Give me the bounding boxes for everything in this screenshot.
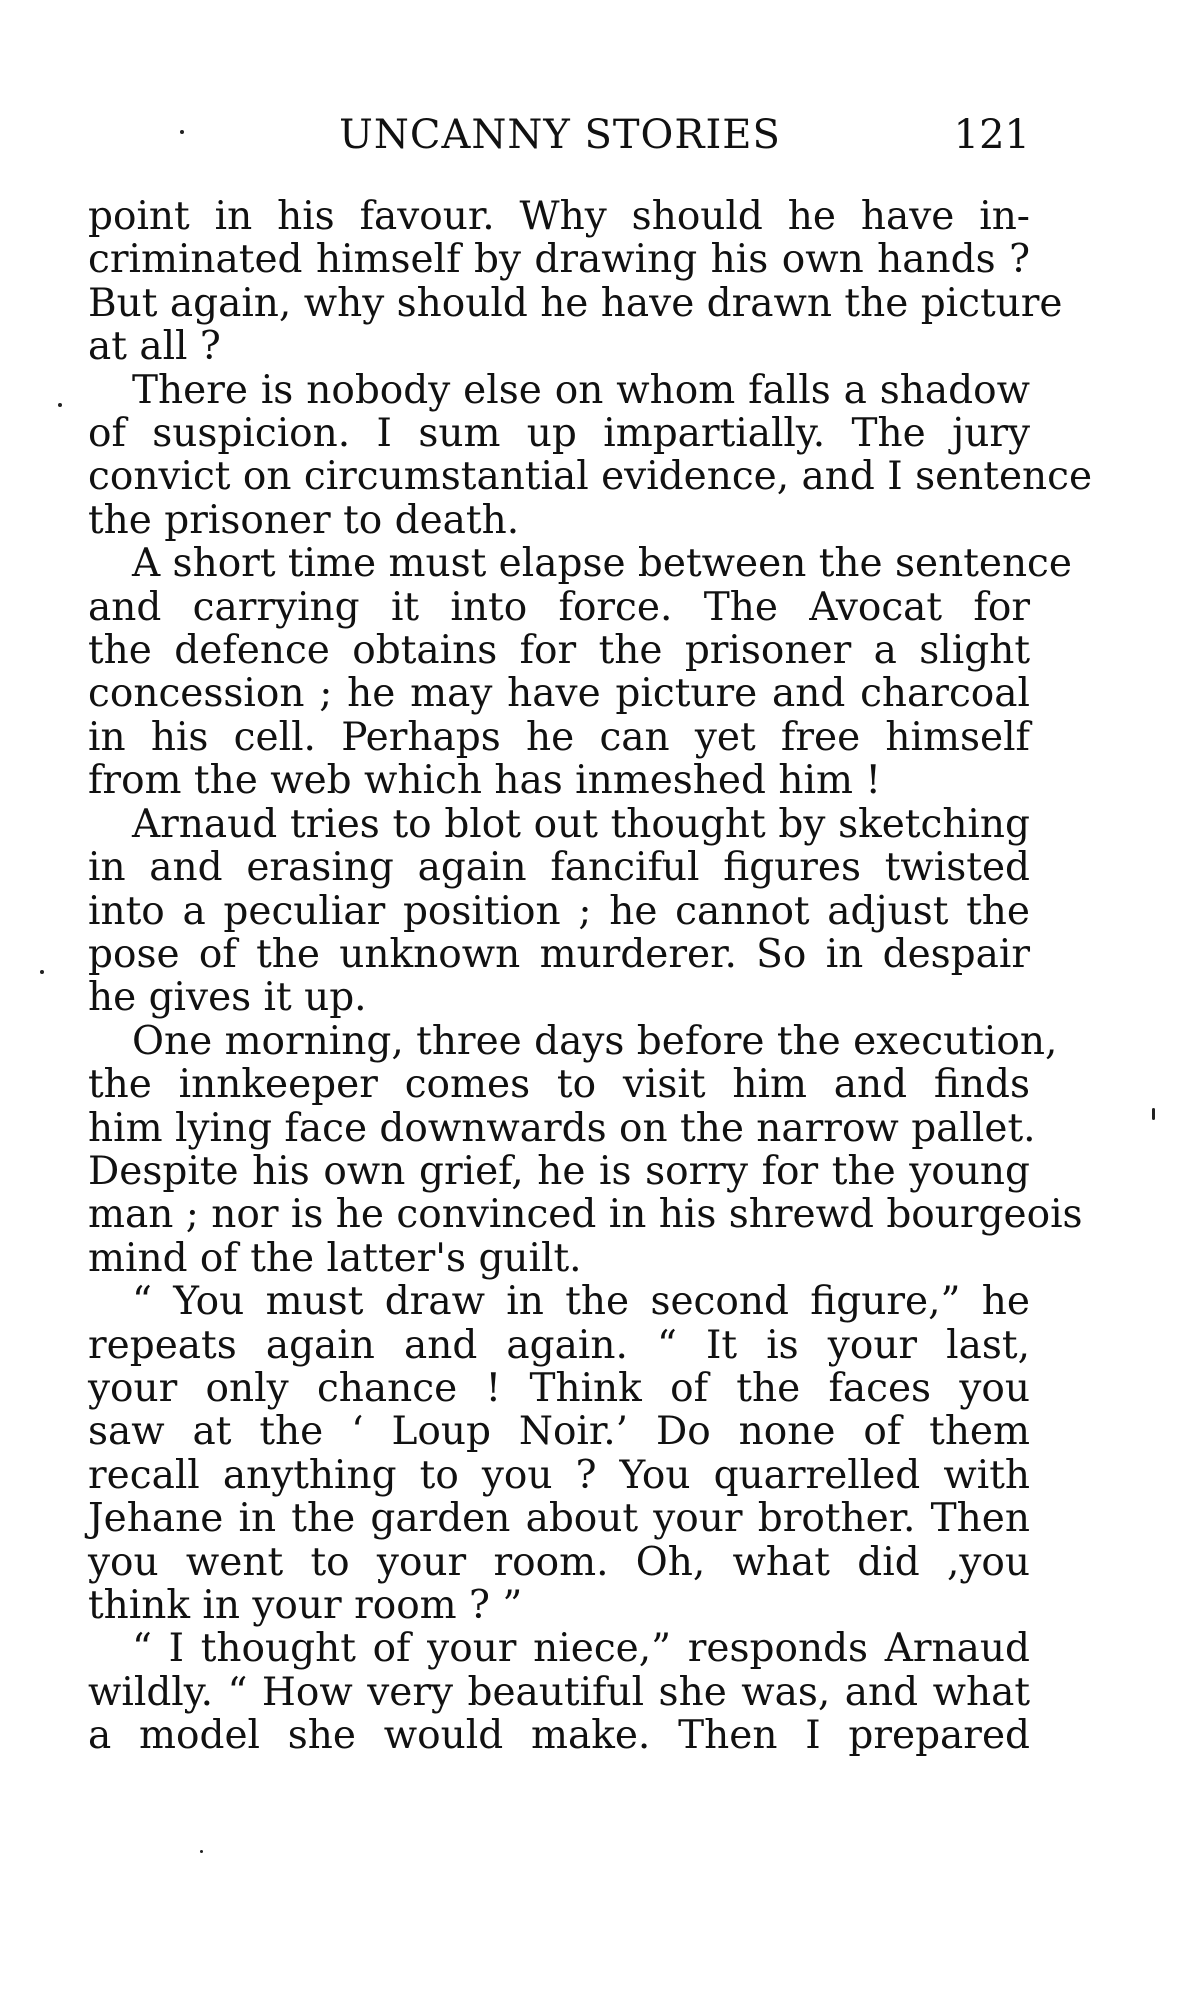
text-line: mind of the latter's guilt.	[88, 1235, 582, 1281]
text-line: he gives it up.	[88, 975, 367, 1021]
print-speck	[58, 403, 62, 407]
text-line: the innkeeper comes to visit him and finds	[88, 1062, 1030, 1108]
paragraph	[88, 1018, 1083, 1281]
text-line: the defence obtains for the prisoner a slight	[88, 628, 1030, 674]
running-title: UNCANNY STORIES	[339, 112, 781, 158]
print-speck	[1152, 1108, 1155, 1120]
text-line: “ I thought of your niece,” responds Arnaud	[132, 1626, 1030, 1672]
text-line: “ You must draw in the second figure,” he	[132, 1279, 1030, 1325]
text-line: wildly. “ How very beautiful she was, and what	[88, 1669, 1030, 1715]
text-line: him lying face downwards on the narrow pallet.	[88, 1105, 1036, 1151]
text-line: repeats again and again. “ It is your last,	[88, 1322, 1030, 1368]
text-line: pose of the unknown murderer. So in despair	[88, 931, 1030, 977]
text-line: One morning, three days before the execution,	[132, 1018, 1058, 1064]
text-line: criminated himself by drawing his own hands ?	[88, 237, 1030, 283]
text-line: from the web which has inmeshed him !	[88, 758, 882, 804]
text-line: convict on circumstantial evidence, and I sentence	[88, 454, 1093, 500]
text-line: concession ; he may have picture and charcoal	[88, 671, 1030, 717]
print-speck	[180, 130, 184, 134]
text-line: think in your room ? ”	[88, 1583, 523, 1628]
text-line: into a peculiar position ; he cannot adjust the	[88, 888, 1030, 934]
text-line: and carrying it into force. The Avocat for	[88, 584, 1030, 630]
text-line: Despite his own grief, he is sorry for the young	[88, 1148, 1030, 1194]
text-line: recall anything to you ? You quarrelled with	[88, 1452, 1030, 1498]
print-speck	[40, 970, 44, 974]
text-line: at all ?	[88, 324, 221, 370]
paragraph	[88, 367, 1093, 543]
page-number: 121	[953, 112, 1030, 158]
text-line: Jehane in the garden about your brother. Then	[88, 1496, 1030, 1542]
text-line: Arnaud tries to blot out thought by sketching	[132, 801, 1030, 847]
text-line: in his cell. Perhaps he can yet free himself	[88, 714, 1030, 760]
running-head	[90, 108, 1030, 162]
text-line: a model she would make. Then I prepared	[88, 1713, 1030, 1759]
text-line: you went to your room. Oh, what did ,you	[88, 1539, 1030, 1585]
text-line: A short time must elapse between the sentence	[132, 541, 1072, 587]
text-line: of suspicion. I sum up impartially. The jury	[88, 411, 1030, 457]
print-speck	[200, 1850, 203, 1853]
text-line: point in his favour. Why should he have in-	[88, 194, 1030, 239]
paragraph	[88, 803, 1030, 1020]
text-line: the prisoner to death.	[88, 497, 520, 543]
text-line: in and erasing again fanciful figures twisted	[88, 845, 1030, 891]
paragraph	[88, 1280, 1030, 1627]
text-line: man ; nor is he convinced in his shrewd bourgeois	[88, 1192, 1083, 1238]
paragraph	[88, 541, 1072, 804]
text-line: saw at the ‘ Loup Noir.’ Do none of them	[88, 1409, 1030, 1455]
text-line: But again, why should he have drawn the picture	[88, 280, 1063, 326]
paragraph	[88, 194, 1063, 370]
text-line: your only chance ! Think of the faces you	[88, 1365, 1030, 1411]
paragraph	[88, 1627, 1030, 1757]
text-line: There is nobody else on whom falls a shadow	[132, 367, 1030, 413]
body-text	[88, 194, 1093, 1759]
